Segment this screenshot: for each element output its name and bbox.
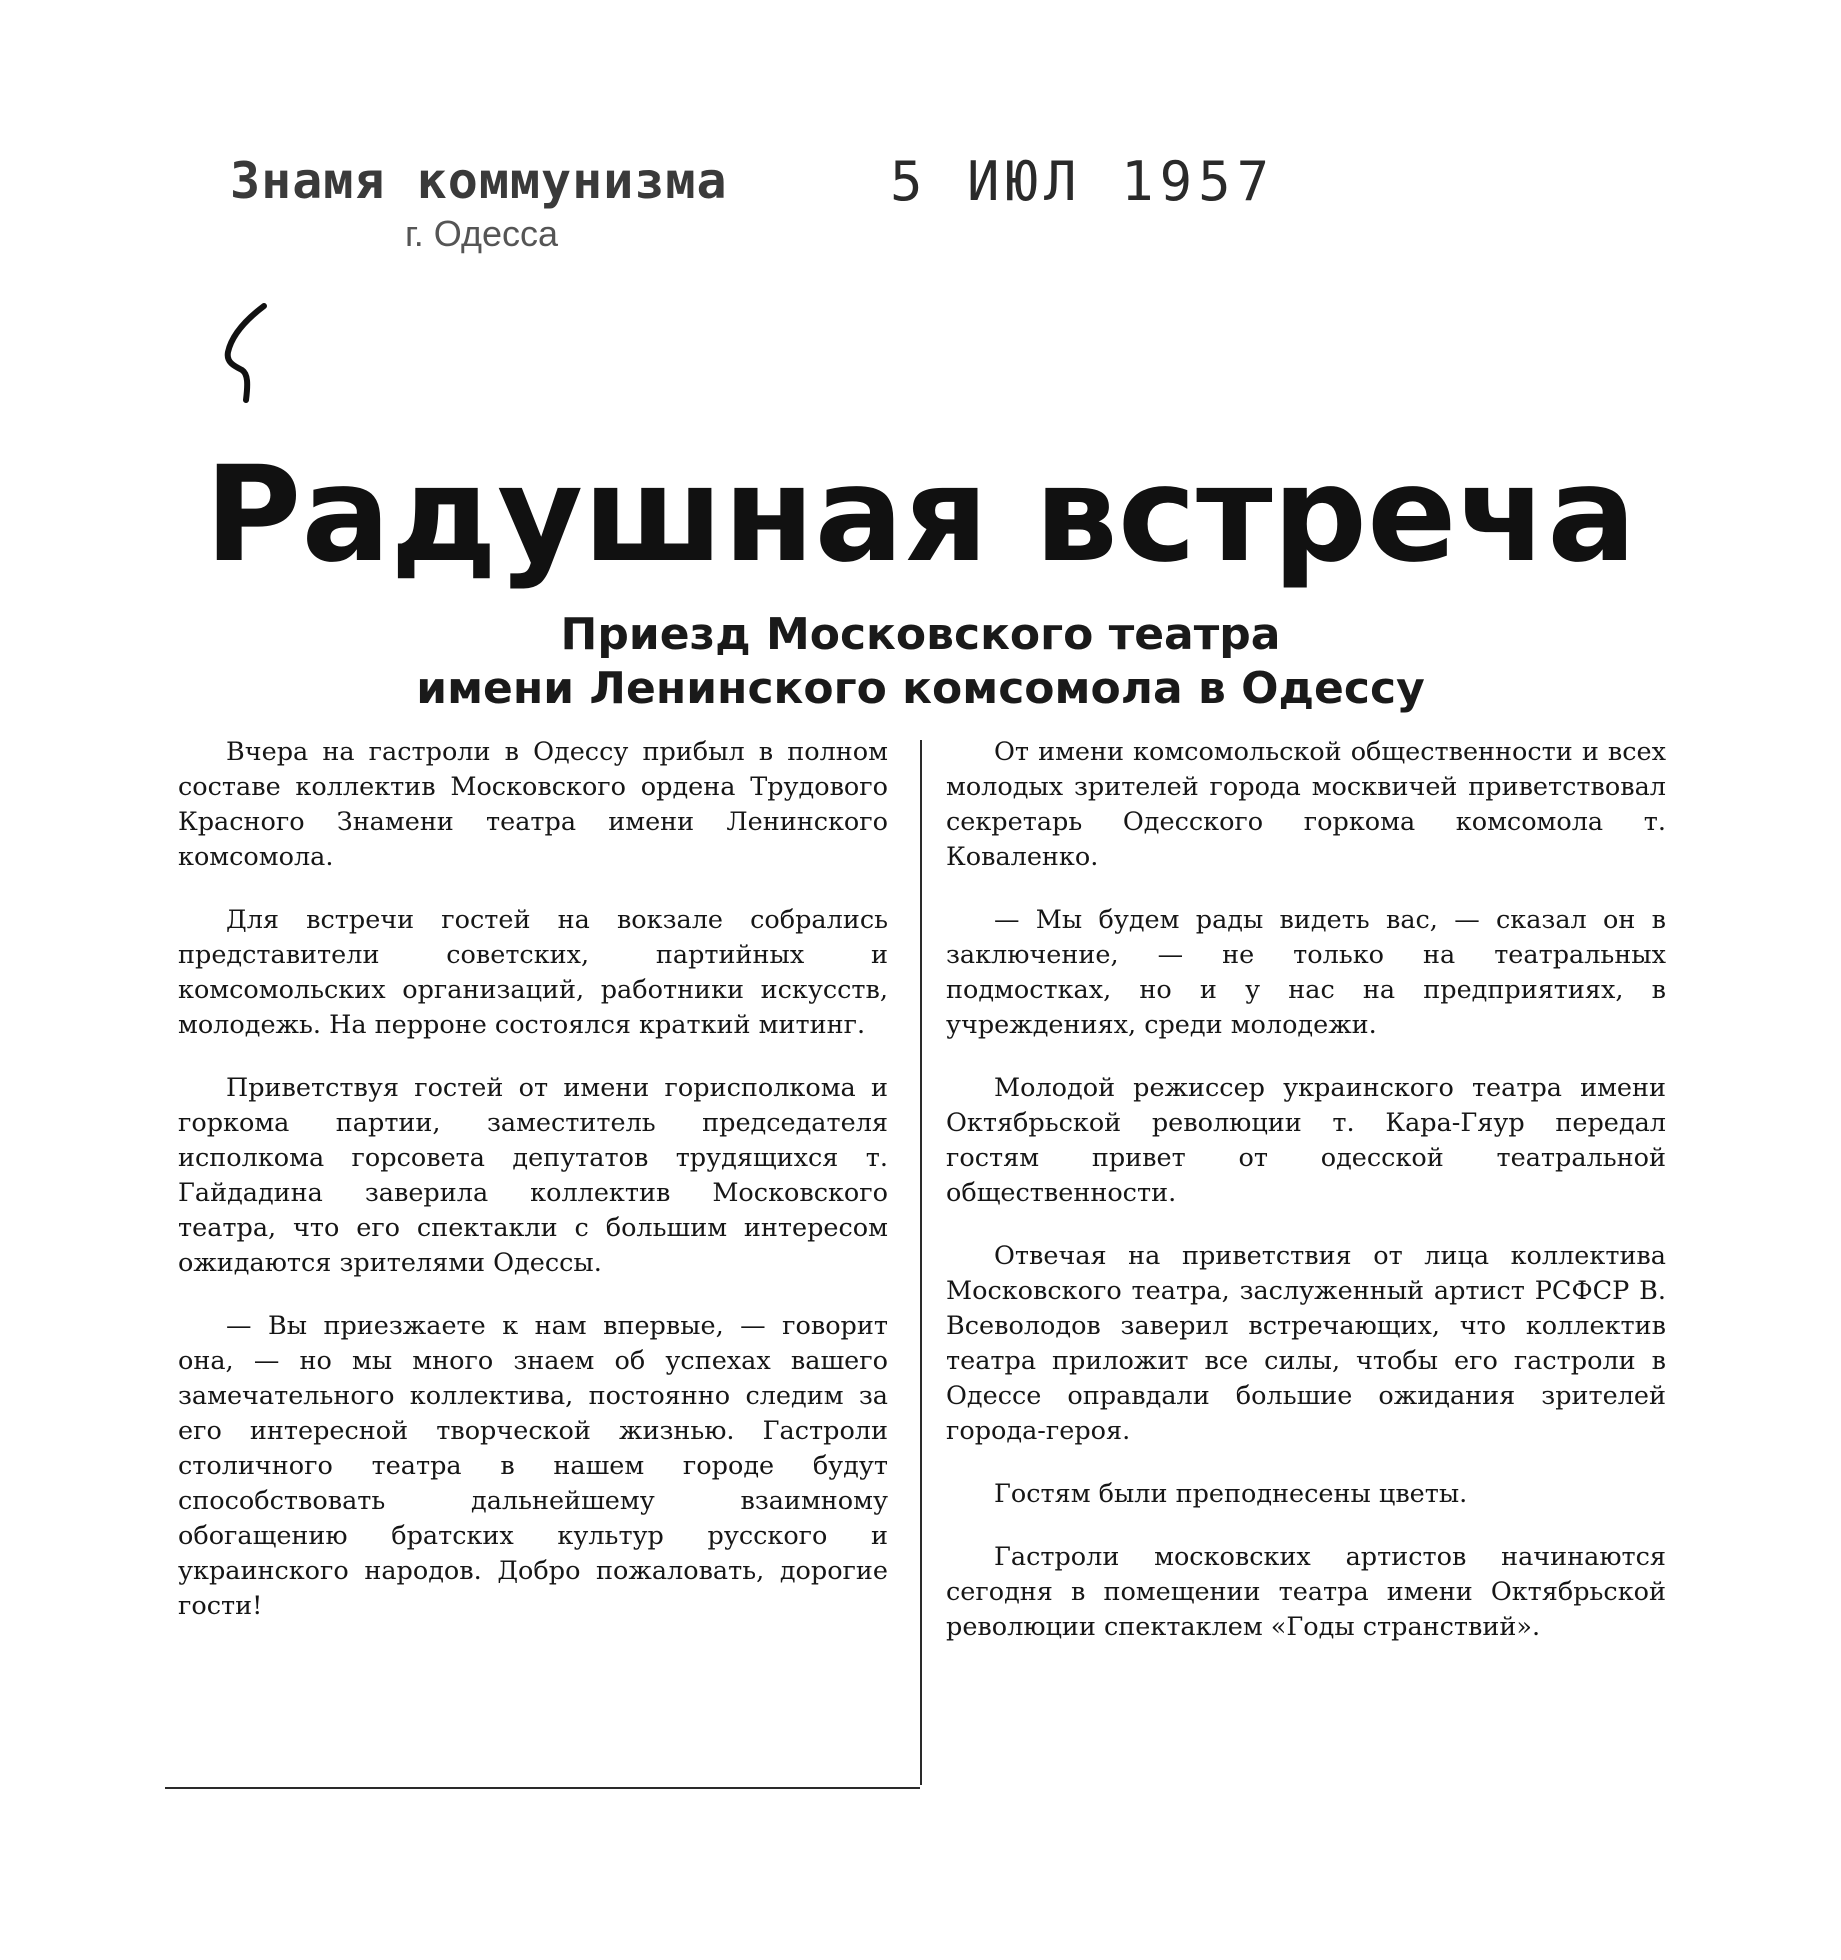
right-paragraph-6: Гастроли московских артистов начинаются сегодня в помещении театра имени Октябрьской революции спектаклем «Годы странствий». [946, 1542, 1666, 1642]
handwritten-mark [218, 300, 278, 410]
article-subtitle-line1: Приезд Московского театра [560, 609, 1281, 660]
newspaper-city: г. Одесса [405, 213, 558, 254]
article-subtitle-line2: имени Ленинского комсомола в Одессу [416, 663, 1425, 714]
left-paragraph-2: Для встречи гостей на вокзале собрались представители советских, партийных и комсомольских организаций, работники искусств, молодежь. На перроне состоялся краткий митинг. [178, 905, 888, 1040]
left-paragraph-3: Приветствуя гостей от имени горисполкома и горкома партии, заместитель председателя исполкома горсовета депутатов трудящихся т. Гайдадина заверила коллектив Московского театра, что его спектакли с большим интересом ожидаются зрителями Одессы. [178, 1073, 888, 1278]
right-paragraph-1: От имени комсомольской общественности и всех молодых зрителей города москвичей приветствовал секретарь Одесского горкома комсомола т. Коваленко. [946, 737, 1666, 872]
right-paragraph-4: Отвечая на приветствия от лица коллектива Московского театра, заслуженный артист РСФСР В. Всеволодов заверил встречающих, что коллектив театра приложит все силы, чтобы его гастроли в Одессе оправдали большие ожидания зрителей города-героя. [946, 1241, 1666, 1446]
right-paragraph-3: Молодой режиссер украинского театра имени Октябрьской революции т. Кара-Гяур передал гостям привет от одесской театральной общественности. [946, 1073, 1666, 1208]
newspaper-name: Знамя коммунизма [230, 152, 728, 210]
clipping-header [230, 140, 1360, 260]
column-divider [920, 740, 922, 1785]
right-paragraph-5: Гостям были преподнесены цветы. [994, 1479, 1468, 1509]
article-title: Радушная встреча [204, 438, 1637, 592]
article-left-column [178, 735, 888, 1652]
left-paragraph-1: Вчера на гастроли в Одессу прибыл в полном составе коллектив Московского ордена Трудового Красного Знамени театра имени Ленинского комсомола. [178, 737, 888, 872]
bottom-rule [165, 1787, 920, 1789]
right-paragraph-2: — Мы будем рады видеть вас, — сказал он в заключение, — не только на театральных подмостках, но и у нас на предприятиях, в учреждениях, среди молодежи. [946, 905, 1666, 1040]
left-paragraph-4: — Вы приезжаете к нам впервые, — говорит она, — но мы много знаем об успехах вашего замечательного коллектива, постоянно следим за его интересной творческой жизнью. Гастроли столичного театра в нашем городе будут способствовать дальнейшему взаимному обогащению братских культур русского и украинского народов. Добро пожаловать, дорогие гости! [178, 1311, 888, 1621]
clipping-date-stamp: 5 ИЮЛ 1957 [890, 150, 1276, 213]
article-right-column [946, 735, 1666, 1673]
